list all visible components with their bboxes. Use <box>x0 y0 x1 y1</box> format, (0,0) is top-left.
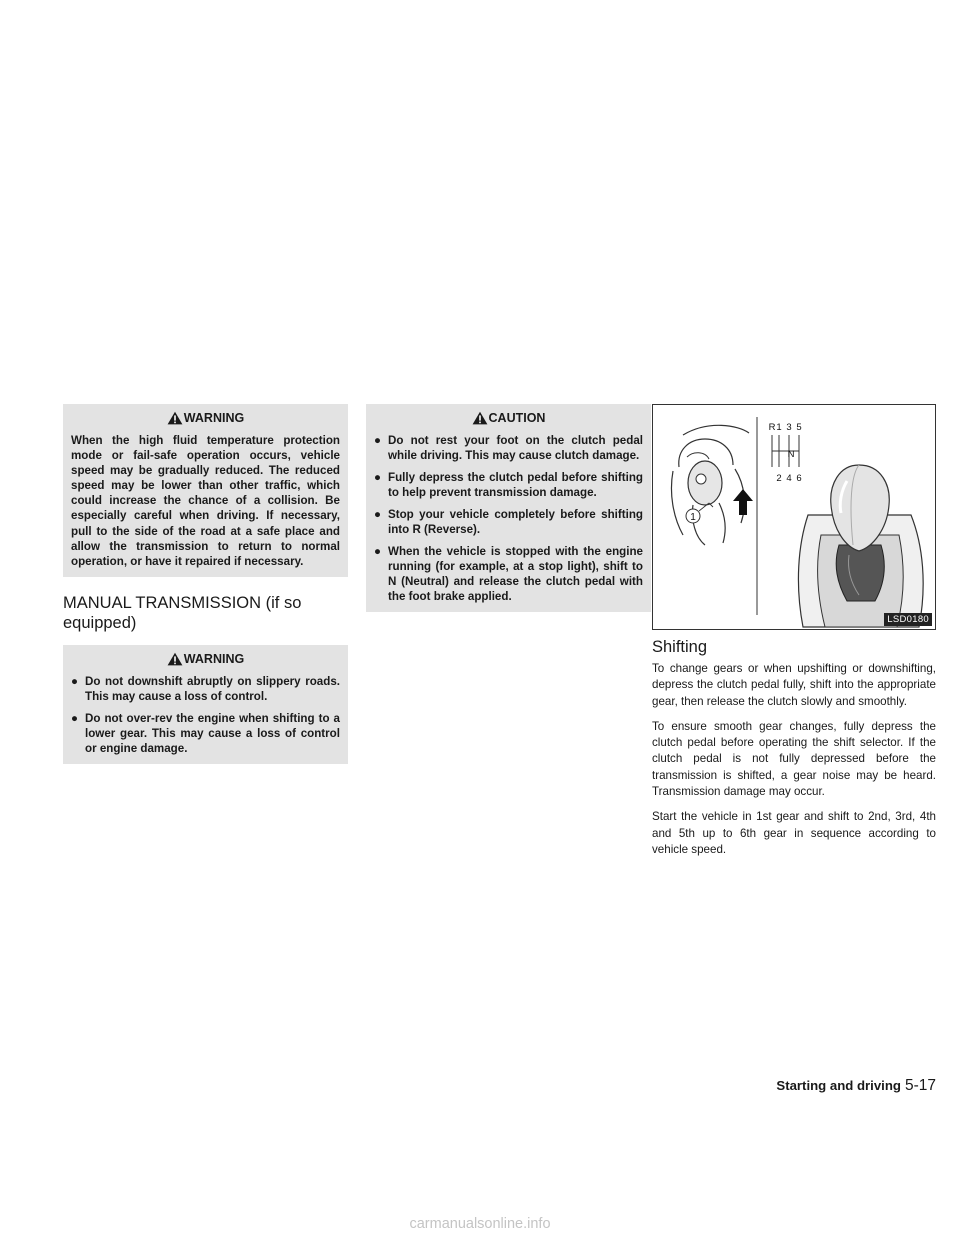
gear-label: 4 <box>786 473 792 484</box>
gear-label: 3 <box>786 422 792 433</box>
bullet-icon: ● <box>374 471 382 484</box>
figure-callout-1: 1 <box>690 512 696 523</box>
left-column <box>63 404 348 764</box>
page-number: 5-17 <box>904 1077 936 1094</box>
warning-list <box>71 674 340 756</box>
list-item: ● Stop your vehicle completely before shifting into R (Reverse). <box>374 508 643 536</box>
bullet-icon: ● <box>374 545 382 558</box>
warning-box-fluid-temperature <box>63 404 348 577</box>
warning-title: WARNING <box>183 651 245 666</box>
paragraph: Start the vehicle in 1st gear and shift to 2nd, 3rd, 4th and 5th up to 6th gear in sequence according to vehicle speed. <box>652 810 936 856</box>
gear-label: 2 <box>776 473 782 484</box>
bullet-icon: ● <box>71 711 79 725</box>
shifting-body <box>652 661 936 867</box>
list-item: ● Do not rest your foot on the clutch pedal while driving. This may cause clutch damage. <box>374 434 643 462</box>
warning-header <box>71 650 340 674</box>
gear-label: R <box>768 422 776 433</box>
list-item: ● When the vehicle is stopped with the engine running (for example, at a stop light), shift to N (Neutral) and release the clutch pedal with the foot brake applied. <box>374 545 643 603</box>
paragraph: To change gears or when upshifting or downshifting, depress the clutch pedal fully, shift into the appropriate gear, then release the clutch slowly and smoothly. <box>652 662 936 708</box>
bullet-icon: ● <box>374 508 382 521</box>
gear-shifter-illustration <box>653 405 935 629</box>
warning-title: WARNING <box>183 411 245 425</box>
subheading-shifting: Shifting <box>652 638 708 656</box>
warning-box-manual-transmission <box>63 645 348 764</box>
caution-header <box>374 409 643 433</box>
shift-pattern-figure <box>652 404 936 630</box>
paragraph: To ensure smooth gear changes, fully depress the clutch pedal before operating the shift selector. If the clutch pedal is not fully depressed before the transmission is shifted, a gear noise may be heard. Transmission damage may occur. <box>652 719 936 799</box>
bullet-icon: ● <box>71 674 79 688</box>
list-item: ● Do not over-rev the engine when shifting to a lower gear. This may cause a loss of control or engine damage. <box>71 711 340 755</box>
gear-label: 6 <box>796 473 802 484</box>
gear-label: 5 <box>796 422 802 433</box>
warning-icon <box>167 411 183 425</box>
list-item: ● Do not downshift abruptly on slippery roads. This may cause a loss of control. <box>71 674 340 703</box>
right-column <box>652 404 937 630</box>
caution-list <box>374 433 643 604</box>
section-heading: MANUAL TRANSMISSION (if so equipped) <box>63 593 302 632</box>
footer-section-label: Starting and driving <box>776 1078 901 1093</box>
gear-label: 1 <box>776 422 782 433</box>
caution-box <box>366 404 651 612</box>
warning-icon <box>167 652 183 666</box>
bullet-icon: ● <box>374 434 382 447</box>
gear-label-neutral: N <box>787 449 795 460</box>
caution-icon <box>472 411 488 425</box>
warning-header <box>71 409 340 433</box>
warning-text: When the high fluid temperature protection mode or fail-safe operation occurs, vehicle speed may be gradually reduced. The reduced speed may be lower than other traffic, which could increase the chance of a collision. Be especially careful when driving. If necessary, pull to the side of the road at a safe place and allow the transmission to return to normal operation, or have it repaired if necessary. <box>71 434 340 568</box>
caution-title: CAUTION <box>488 411 546 425</box>
list-item: ● Fully depress the clutch pedal before shifting to help prevent transmission damage. <box>374 471 643 499</box>
figure-code: LSD0180 <box>884 613 932 626</box>
watermark: carmanualsonline.info <box>409 1216 551 1232</box>
page-footer <box>756 1077 936 1095</box>
middle-column <box>366 404 651 612</box>
